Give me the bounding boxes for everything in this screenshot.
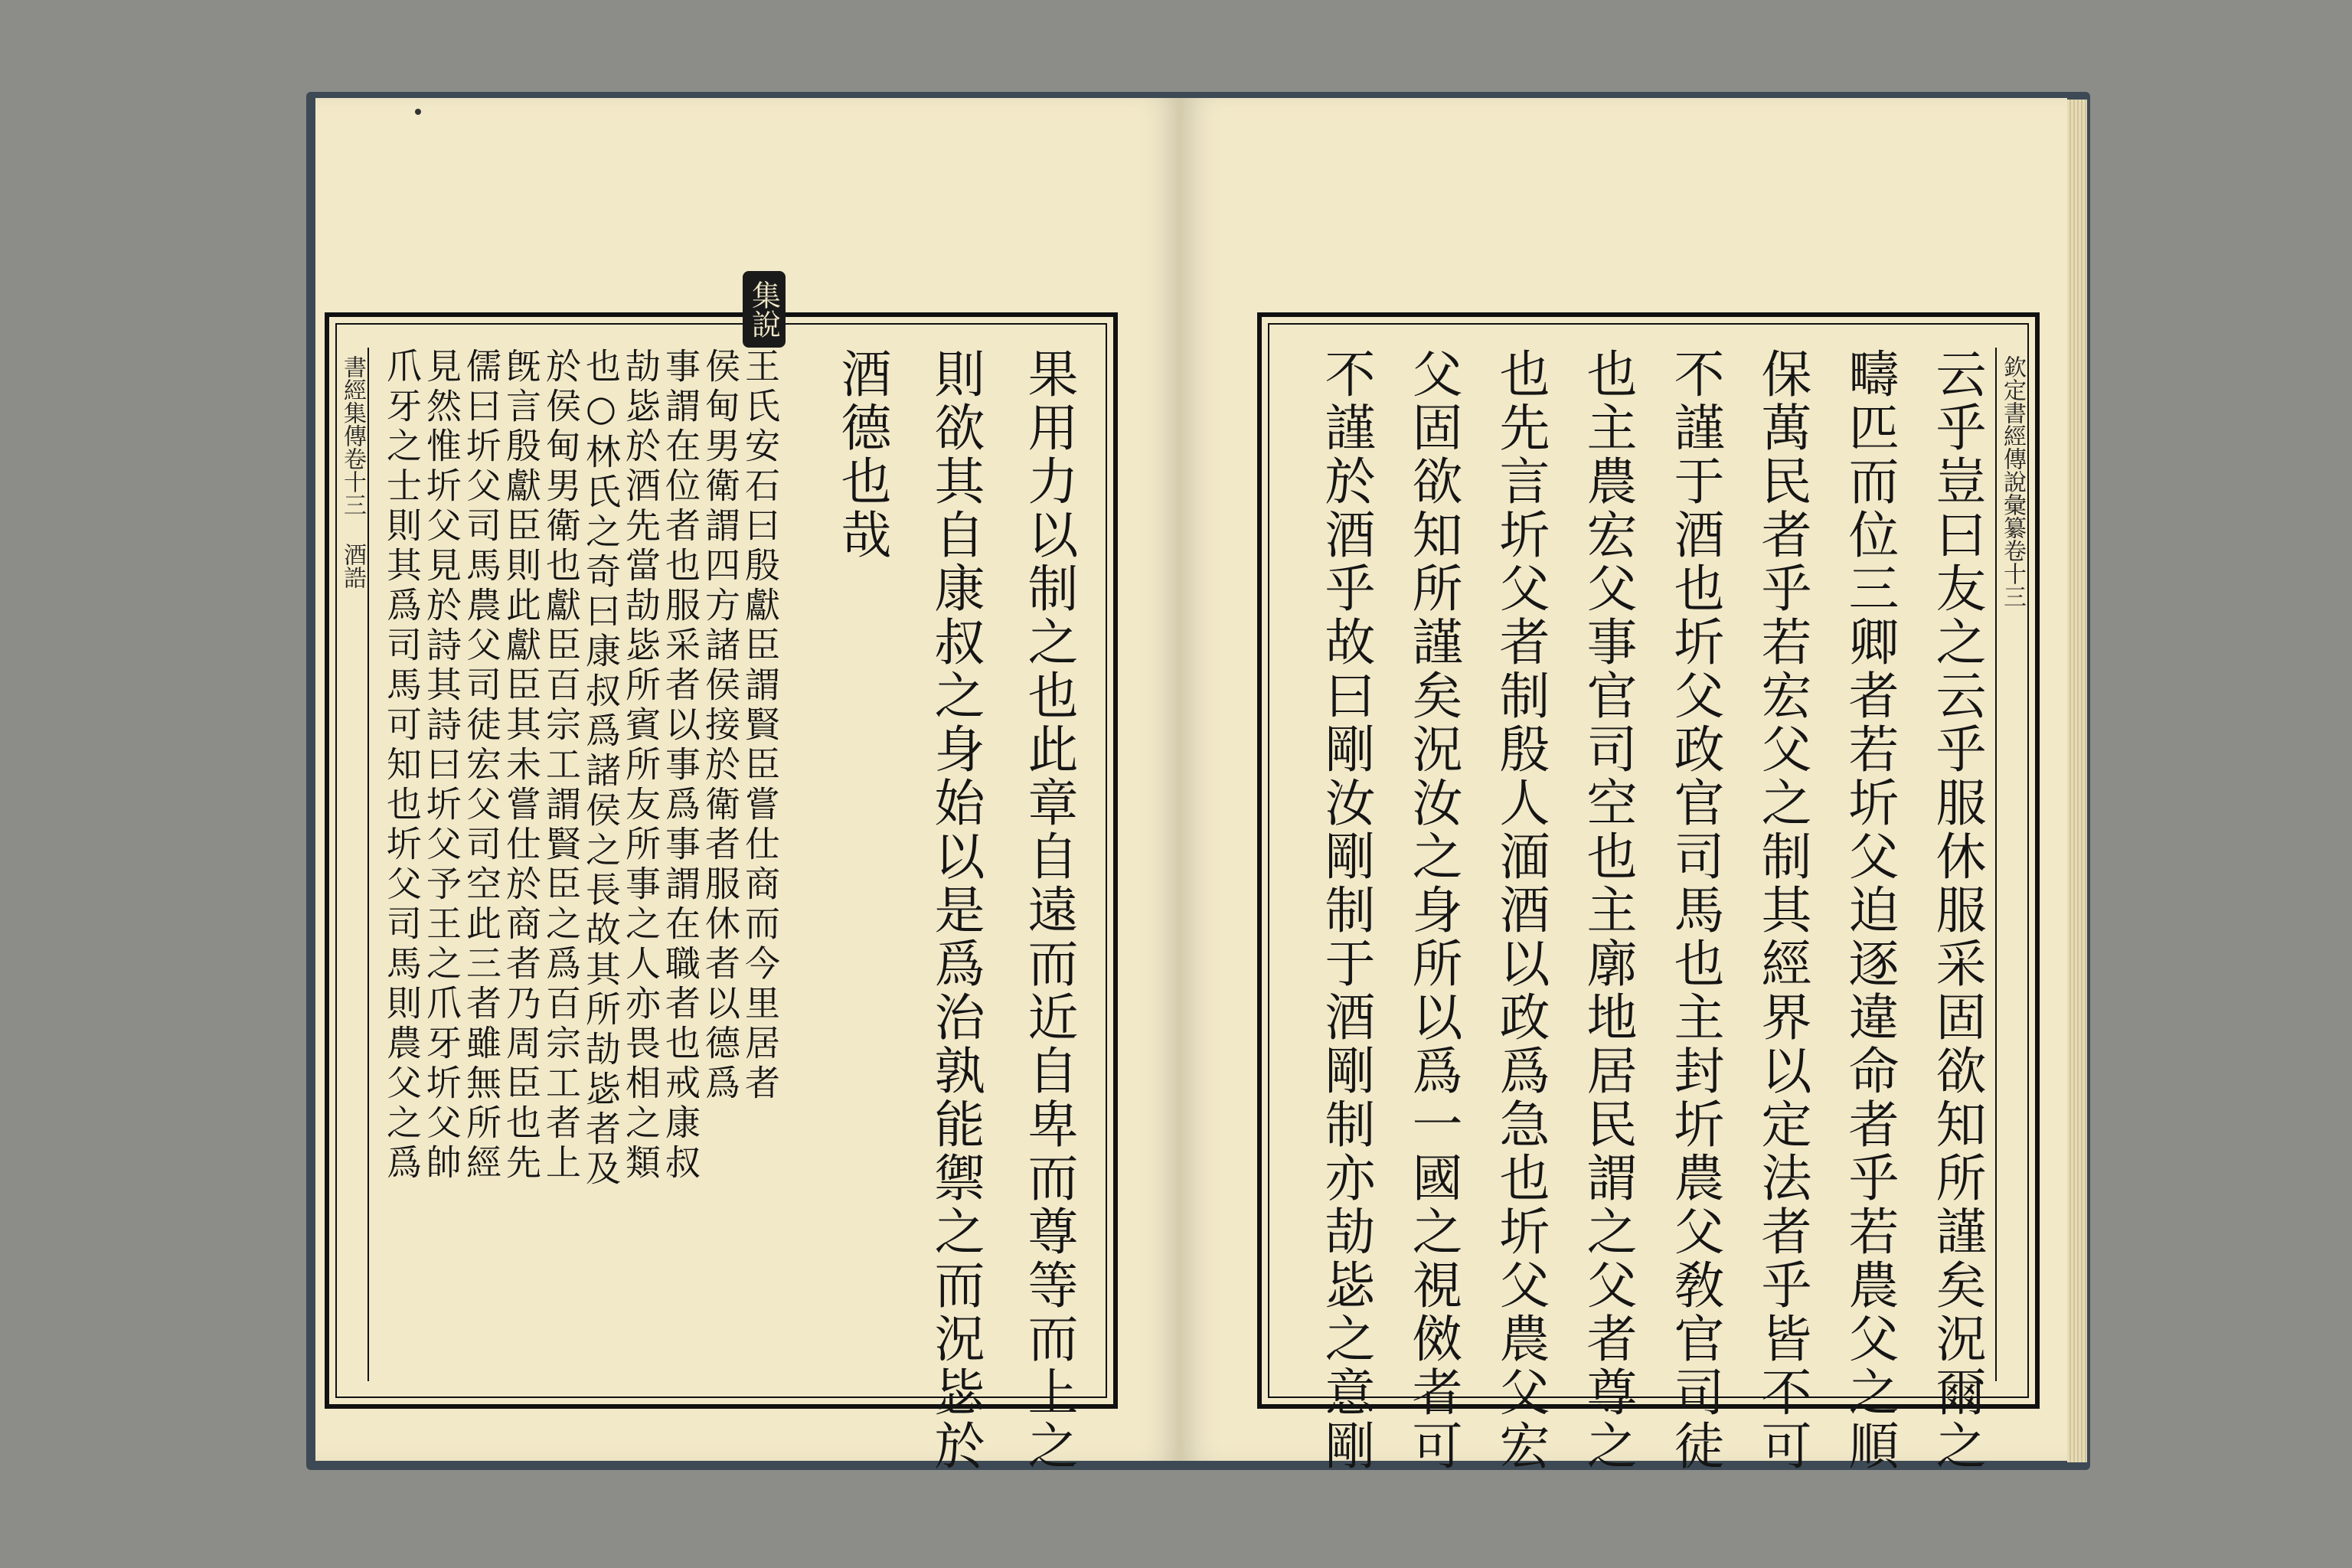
commentary-col-1: 王氏安石曰殷獻臣謂賢臣嘗仕商而今里居者 xyxy=(740,348,781,1104)
main-col-3: 酒德也哉 xyxy=(832,348,891,562)
binding-mark xyxy=(415,109,421,115)
commentary-col-10: 爪牙之士則其爲司馬可知也圻父司馬則農父之爲 xyxy=(381,348,423,1184)
main-col-1: 果用力以制之也此章自遠而近自卑而尊等而上之 xyxy=(1019,348,1078,1473)
right-margin-label: 欽定書經傳說彙纂卷十三 xyxy=(1995,348,2027,1381)
right-col-4: 不謹于酒也圻父政官司馬也主封圻農父敎官司徒 xyxy=(1665,348,1724,1473)
left-margin-label: 書經集傳卷十三 酒誥 xyxy=(337,348,369,1381)
jishuo-badge: 集說 xyxy=(743,271,786,348)
left-page xyxy=(315,98,1181,1473)
page-edges xyxy=(2067,100,2087,1462)
commentary-col-8: 儒曰圻父司馬農父司徒宏父司空此三者雖無所經 xyxy=(461,348,502,1184)
right-col-6: 也先言圻父者制殷人湎酒以政爲急也圻父農父宏 xyxy=(1491,348,1550,1473)
commentary-col-5: 也○林氏之奇曰康叔爲諸侯之長故其所劼毖者及 xyxy=(580,348,622,1190)
right-col-2: 疇匹而位三卿者若圻父迫逐違命者乎若農父之順 xyxy=(1840,348,1899,1473)
commentary-col-6: 於侯甸男衛也獻臣百宗工謂賢臣之爲百宗工者上 xyxy=(541,348,582,1184)
left-text-frame xyxy=(325,280,1118,1473)
commentary-col-2: 侯甸男衛謂四方諸侯接於衛者服休者以德爲 xyxy=(700,348,741,1104)
commentary-col-7: 旣言殷獻臣則此獻臣其未嘗仕於商者乃周臣也先 xyxy=(501,348,542,1184)
right-col-5: 也主農宏父事官司空也主廓地居民謂之父者尊之 xyxy=(1578,348,1637,1473)
right-col-8: 不謹於酒乎故曰剛汝剛制于酒剛制亦劼毖之意剛 xyxy=(1316,348,1375,1473)
right-page xyxy=(1181,98,2067,1473)
main-col-2: 則欲其自康叔之身始以是爲治孰能禦之而況毖於 xyxy=(926,348,985,1473)
commentary-col-4: 劼毖於酒先當劼毖所賓所友所事之人亦畏相之類 xyxy=(620,348,662,1184)
right-col-7: 父固欲知所謹矣況汝之身所以爲一國之視傚者可 xyxy=(1403,348,1462,1473)
right-text-frame xyxy=(1257,312,2040,1473)
commentary-col-3: 事謂在位者也服采者以事爲事謂在職者也戒康叔 xyxy=(660,348,701,1184)
right-col-3: 保萬民者乎若宏父之制其經界以定法者乎皆不可 xyxy=(1753,348,1811,1473)
commentary-col-9: 見然惟圻父見於詩其詩曰圻父予王之爪牙圻父帥 xyxy=(421,348,462,1184)
right-col-1: 云乎豈曰友之云乎服休服采固欲知所謹矣況爾之 xyxy=(1927,348,1986,1473)
